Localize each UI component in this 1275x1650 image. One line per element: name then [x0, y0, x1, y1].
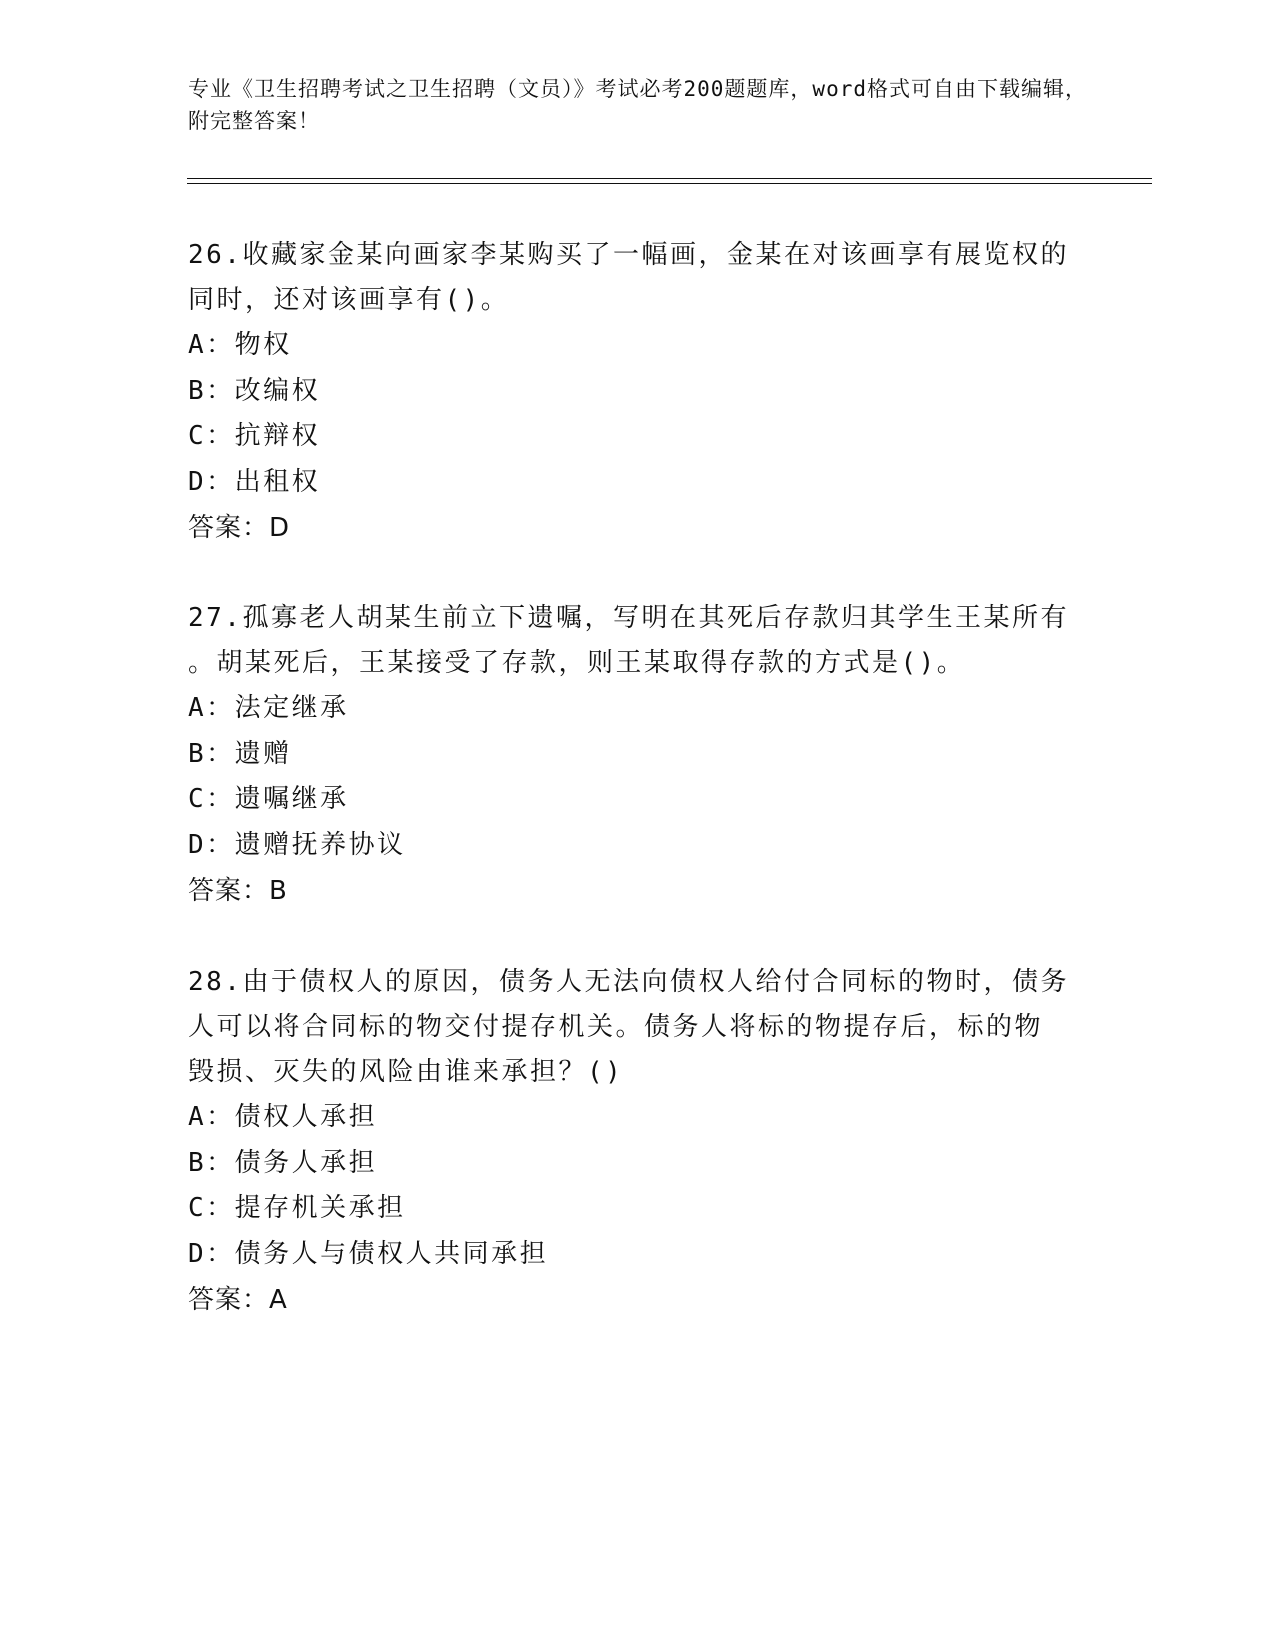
question-28	[188, 960, 1088, 1323]
option-a: A：物权	[188, 330, 292, 360]
question-stem-line: 27.孤寡老人胡某生前立下遗嘱，写明在其死后存款归其学生王某所有	[188, 603, 1069, 633]
question-stem-line: 26.收藏家金某向画家李某购买了一幅画，金某在对该画享有展览权的	[188, 240, 1069, 270]
option-d: D：债务人与债权人共同承担	[188, 1238, 549, 1269]
document-intro: 专业《卫生招聘考试之卫生招聘（文员）》考试必考200题题库，word格式可自由下载编辑，附完整答案！	[188, 77, 1087, 133]
option-d: D：出租权	[188, 466, 321, 497]
question-stem-line: 同时，还对该画享有()。	[188, 285, 510, 315]
option-d: D：遗赠抚养协议	[188, 829, 406, 860]
question-stem-line: 。胡某死后，王某接受了存款，则王某取得存款的方式是()。	[188, 648, 966, 678]
option-a: A：法定继承	[188, 693, 349, 723]
option-c: C：遗嘱继承	[188, 784, 349, 814]
option-b: B：债务人承担	[188, 1147, 378, 1178]
option-c: C：抗辩权	[188, 421, 321, 451]
option-a: A：债权人承担	[188, 1102, 378, 1132]
header-divider-bottom	[187, 183, 1152, 184]
question-stem-line: 人可以将合同标的物交付提存机关。债务人将标的物提存后，标的物	[188, 1012, 1044, 1042]
option-b: B：遗赠	[188, 738, 292, 769]
answer-label: 答案：D	[188, 513, 291, 543]
question-stem-line: 毁损、灭失的风险由谁来承担？()	[188, 1057, 624, 1087]
question-26	[188, 233, 1088, 551]
answer-label: 答案：B	[188, 876, 288, 906]
option-b: B：改编权	[188, 375, 321, 406]
answer-label: 答案：A	[188, 1285, 288, 1315]
option-c: C：提存机关承担	[188, 1193, 406, 1223]
question-27	[188, 596, 1088, 914]
question-stem-line: 28.由于债权人的原因，债务人无法向债权人给付合同标的物时，债务	[188, 967, 1069, 997]
header-divider-top	[187, 178, 1152, 179]
